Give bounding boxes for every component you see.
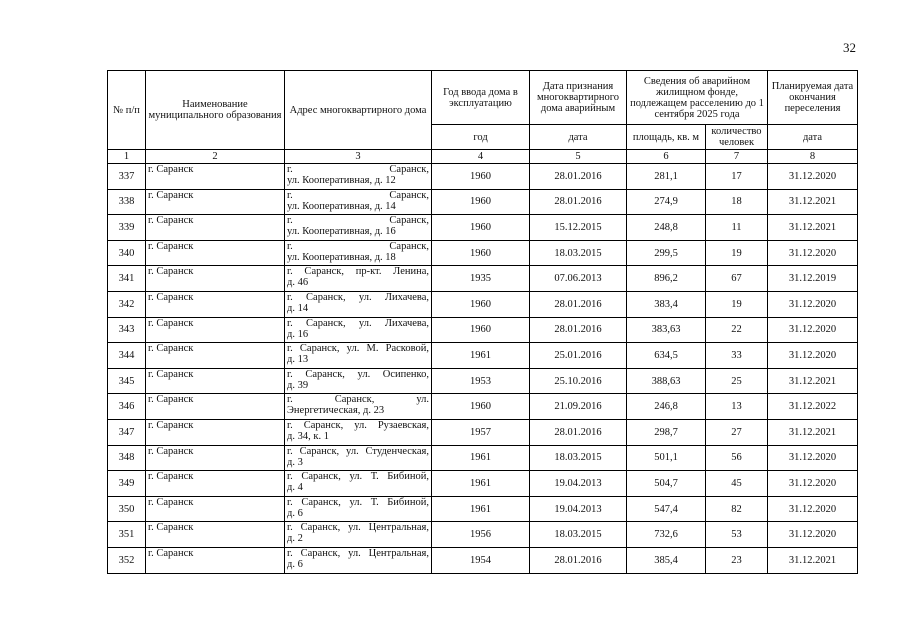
- address-line-1: г. Саранск, ул.: [287, 394, 429, 406]
- table-body: [108, 164, 858, 574]
- row-number-cell: 348: [108, 445, 146, 471]
- address-cell: [285, 266, 432, 292]
- planned-date-cell: 31.12.2022: [768, 394, 858, 420]
- page-number: 32: [843, 40, 856, 55]
- municipality-cell: г. Саранск: [146, 215, 285, 241]
- subheader-area: площадь, кв. м: [627, 125, 706, 150]
- year-built-cell: 1953: [432, 368, 530, 394]
- address-cell: [285, 215, 432, 241]
- row-number-cell: 343: [108, 317, 146, 343]
- address-line-2: ул. Кооперативная, д. 16: [287, 226, 396, 238]
- address-line-1: г. Саранск, ул. Лихачева,: [287, 291, 429, 303]
- subheader-year: год: [432, 125, 530, 150]
- row-number-cell: 344: [108, 343, 146, 369]
- address-line-2: ул. Кооперативная, д. 14: [287, 200, 396, 212]
- year-built-cell: 1960: [432, 291, 530, 317]
- area-cell: 547,4: [627, 496, 706, 522]
- year-built-cell: 1956: [432, 522, 530, 548]
- subheader-date: дата: [530, 125, 627, 150]
- address-cell: [285, 445, 432, 471]
- table-row: [108, 215, 858, 241]
- municipality-cell: г. Саранск: [146, 445, 285, 471]
- row-number-cell: 342: [108, 291, 146, 317]
- address-line-2: д. 16: [287, 328, 309, 340]
- people-count-cell: 23: [706, 547, 768, 573]
- people-count-cell: 45: [706, 471, 768, 497]
- recognition-date-cell: 21.09.2016: [530, 394, 627, 420]
- table-row: [108, 240, 858, 266]
- table-row: [108, 291, 858, 317]
- recognition-date-cell: 19.04.2013: [530, 471, 627, 497]
- area-cell: 634,5: [627, 343, 706, 369]
- year-built-cell: 1960: [432, 317, 530, 343]
- year-built-cell: 1957: [432, 419, 530, 445]
- municipality-cell: г. Саранск: [146, 291, 285, 317]
- area-cell: 274,9: [627, 189, 706, 215]
- year-built-cell: 1961: [432, 445, 530, 471]
- row-number-cell: 340: [108, 240, 146, 266]
- column-number: 3: [285, 150, 432, 164]
- people-count-cell: 19: [706, 291, 768, 317]
- people-count-cell: 19: [706, 240, 768, 266]
- people-count-cell: 25: [706, 368, 768, 394]
- address-line-1: г. Саранск, ул. Т. Бибиной,: [287, 496, 429, 508]
- planned-date-cell: 31.12.2021: [768, 215, 858, 241]
- address-cell: [285, 240, 432, 266]
- row-number-cell: 347: [108, 419, 146, 445]
- municipality-cell: г. Саранск: [146, 164, 285, 190]
- table-row: [108, 368, 858, 394]
- planned-date-cell: 31.12.2019: [768, 266, 858, 292]
- municipality-cell: г. Саранск: [146, 266, 285, 292]
- table-row: [108, 189, 858, 215]
- recognition-date-cell: 15.12.2015: [530, 215, 627, 241]
- address-line-1: г. Саранск, ул. Студенческая,: [287, 445, 429, 457]
- recognition-date-cell: 18.03.2015: [530, 445, 627, 471]
- row-number-cell: 338: [108, 189, 146, 215]
- year-built-cell: 1960: [432, 189, 530, 215]
- area-cell: 385,4: [627, 547, 706, 573]
- address-line-2: ул. Кооперативная, д. 18: [287, 251, 396, 263]
- address-line-2: д. 46: [287, 277, 309, 289]
- address-line-2: д. 3: [287, 456, 303, 468]
- year-built-cell: 1960: [432, 394, 530, 420]
- row-number-cell: 341: [108, 266, 146, 292]
- table-row: [108, 164, 858, 190]
- planned-date-cell: 31.12.2021: [768, 368, 858, 394]
- area-cell: 896,2: [627, 266, 706, 292]
- recognition-date-cell: 28.01.2016: [530, 189, 627, 215]
- address-line-2: д. 39: [287, 379, 309, 391]
- planned-date-cell: 31.12.2021: [768, 189, 858, 215]
- header-recognition-date: Дата признания многоквартирного дома аварийным: [530, 71, 627, 125]
- table-row: [108, 496, 858, 522]
- address-line-2: д. 4: [287, 482, 303, 494]
- municipality-cell: г. Саранск: [146, 240, 285, 266]
- address-line-2: д. 2: [287, 533, 303, 545]
- emergency-housing-table: [107, 70, 858, 574]
- header-year-built: Год ввода дома в эксплуатацию: [432, 71, 530, 125]
- address-cell: [285, 317, 432, 343]
- row-number-cell: 350: [108, 496, 146, 522]
- area-cell: 246,8: [627, 394, 706, 420]
- table-row: [108, 547, 858, 573]
- recognition-date-cell: 07.06.2013: [530, 266, 627, 292]
- area-cell: 383,4: [627, 291, 706, 317]
- area-cell: 388,63: [627, 368, 706, 394]
- people-count-cell: 67: [706, 266, 768, 292]
- address-cell: [285, 343, 432, 369]
- row-number-cell: 351: [108, 522, 146, 548]
- planned-date-cell: 31.12.2020: [768, 496, 858, 522]
- address-line-1: г. Саранск,: [287, 189, 429, 201]
- header-num: № п/п: [108, 71, 146, 150]
- column-number: 6: [627, 150, 706, 164]
- address-cell: [285, 291, 432, 317]
- area-cell: 298,7: [627, 419, 706, 445]
- people-count-cell: 22: [706, 317, 768, 343]
- table-row: [108, 394, 858, 420]
- address-cell: [285, 522, 432, 548]
- row-number-cell: 346: [108, 394, 146, 420]
- address-line-2: д. 13: [287, 354, 309, 366]
- municipality-cell: г. Саранск: [146, 317, 285, 343]
- planned-date-cell: 31.12.2021: [768, 419, 858, 445]
- row-number-cell: 349: [108, 471, 146, 497]
- people-count-cell: 33: [706, 343, 768, 369]
- address-line-2: д. 14: [287, 302, 309, 314]
- address-cell: [285, 419, 432, 445]
- recognition-date-cell: 25.10.2016: [530, 368, 627, 394]
- table-row: [108, 317, 858, 343]
- address-line-1: г. Саранск, ул. Лихачева,: [287, 317, 429, 329]
- address-cell: [285, 471, 432, 497]
- municipality-cell: г. Саранск: [146, 394, 285, 420]
- row-number-cell: 337: [108, 164, 146, 190]
- subheader-plan-date: дата: [768, 125, 858, 150]
- table-row: [108, 471, 858, 497]
- address-cell: [285, 394, 432, 420]
- area-cell: 281,1: [627, 164, 706, 190]
- people-count-cell: 56: [706, 445, 768, 471]
- table-row: [108, 266, 858, 292]
- planned-date-cell: 31.12.2020: [768, 240, 858, 266]
- address-line-2: д. 6: [287, 507, 303, 519]
- row-number-cell: 339: [108, 215, 146, 241]
- people-count-cell: 82: [706, 496, 768, 522]
- column-number: 7: [706, 150, 768, 164]
- address-line-1: г. Саранск, ул. Центральная,: [287, 547, 429, 559]
- planned-date-cell: 31.12.2021: [768, 547, 858, 573]
- recognition-date-cell: 25.01.2016: [530, 343, 627, 369]
- year-built-cell: 1960: [432, 164, 530, 190]
- column-number: 4: [432, 150, 530, 164]
- people-count-cell: 13: [706, 394, 768, 420]
- people-count-cell: 53: [706, 522, 768, 548]
- people-count-cell: 17: [706, 164, 768, 190]
- municipality-cell: г. Саранск: [146, 522, 285, 548]
- address-cell: [285, 496, 432, 522]
- municipality-cell: г. Саранск: [146, 496, 285, 522]
- address-line-1: г. Саранск,: [287, 164, 429, 175]
- row-number-cell: 352: [108, 547, 146, 573]
- year-built-cell: 1961: [432, 471, 530, 497]
- planned-date-cell: 31.12.2020: [768, 164, 858, 190]
- address-cell: [285, 547, 432, 573]
- year-built-cell: 1961: [432, 343, 530, 369]
- address-line-2: д. 6: [287, 558, 303, 570]
- people-count-cell: 18: [706, 189, 768, 215]
- address-line-1: г. Саранск,: [287, 240, 429, 252]
- row-number-cell: 345: [108, 368, 146, 394]
- address-cell: [285, 164, 432, 190]
- address-line-1: г. Саранск, ул. М. Расковой,: [287, 343, 429, 355]
- recognition-date-cell: 19.04.2013: [530, 496, 627, 522]
- planned-date-cell: 31.12.2020: [768, 291, 858, 317]
- recognition-date-cell: 18.03.2015: [530, 240, 627, 266]
- municipality-cell: г. Саранск: [146, 547, 285, 573]
- area-cell: 504,7: [627, 471, 706, 497]
- address-line-2: Энергетическая, д. 23: [287, 405, 385, 417]
- table-row: [108, 522, 858, 548]
- address-line-1: г. Саранск, ул. Осипенко,: [287, 368, 429, 380]
- header-planned-date: Планируемая дата окончания переселения: [768, 71, 858, 125]
- municipality-cell: г. Саранск: [146, 343, 285, 369]
- header-address: Адрес многоквартирного дома: [285, 71, 432, 150]
- address-line-1: г. Саранск, ул. Центральная,: [287, 522, 429, 534]
- table-row: [108, 419, 858, 445]
- municipality-cell: г. Саранск: [146, 189, 285, 215]
- address-line-2: ул. Кооперативная, д. 12: [287, 175, 396, 186]
- planned-date-cell: 31.12.2020: [768, 343, 858, 369]
- address-cell: [285, 368, 432, 394]
- municipality-cell: г. Саранск: [146, 419, 285, 445]
- address-line-1: г. Саранск,: [287, 215, 429, 227]
- column-number: 5: [530, 150, 627, 164]
- recognition-date-cell: 28.01.2016: [530, 291, 627, 317]
- address-line-1: г. Саранск, ул. Т. Бибиной,: [287, 471, 429, 483]
- planned-date-cell: 31.12.2020: [768, 471, 858, 497]
- year-built-cell: 1961: [432, 496, 530, 522]
- recognition-date-cell: 28.01.2016: [530, 547, 627, 573]
- municipality-cell: г. Саранск: [146, 368, 285, 394]
- header-municipality: Наименование муниципального образования: [146, 71, 285, 150]
- recognition-date-cell: 28.01.2016: [530, 419, 627, 445]
- area-cell: 383,63: [627, 317, 706, 343]
- recognition-date-cell: 18.03.2015: [530, 522, 627, 548]
- header-emergency-info: Сведения об аварийном жилищном фонде, подлежащем расселению до 1 сентября 2025 года: [627, 71, 768, 125]
- table-row: [108, 343, 858, 369]
- table-row: [108, 445, 858, 471]
- address-cell: [285, 189, 432, 215]
- municipality-cell: г. Саранск: [146, 471, 285, 497]
- area-cell: 299,5: [627, 240, 706, 266]
- recognition-date-cell: 28.01.2016: [530, 164, 627, 190]
- column-number: 2: [146, 150, 285, 164]
- area-cell: 501,1: [627, 445, 706, 471]
- planned-date-cell: 31.12.2020: [768, 522, 858, 548]
- planned-date-cell: 31.12.2020: [768, 317, 858, 343]
- planned-date-cell: 31.12.2020: [768, 445, 858, 471]
- area-cell: 248,8: [627, 215, 706, 241]
- column-number: 1: [108, 150, 146, 164]
- address-line-2: д. 34, к. 1: [287, 430, 329, 442]
- column-number: 8: [768, 150, 858, 164]
- year-built-cell: 1960: [432, 240, 530, 266]
- year-built-cell: 1960: [432, 215, 530, 241]
- recognition-date-cell: 28.01.2016: [530, 317, 627, 343]
- year-built-cell: 1954: [432, 547, 530, 573]
- address-line-1: г. Саранск, пр-кт. Ленина,: [287, 266, 429, 278]
- area-cell: 732,6: [627, 522, 706, 548]
- subheader-people: количество человек: [706, 125, 768, 150]
- address-line-1: г. Саранск, ул. Рузаевская,: [287, 419, 429, 431]
- year-built-cell: 1935: [432, 266, 530, 292]
- people-count-cell: 27: [706, 419, 768, 445]
- people-count-cell: 11: [706, 215, 768, 241]
